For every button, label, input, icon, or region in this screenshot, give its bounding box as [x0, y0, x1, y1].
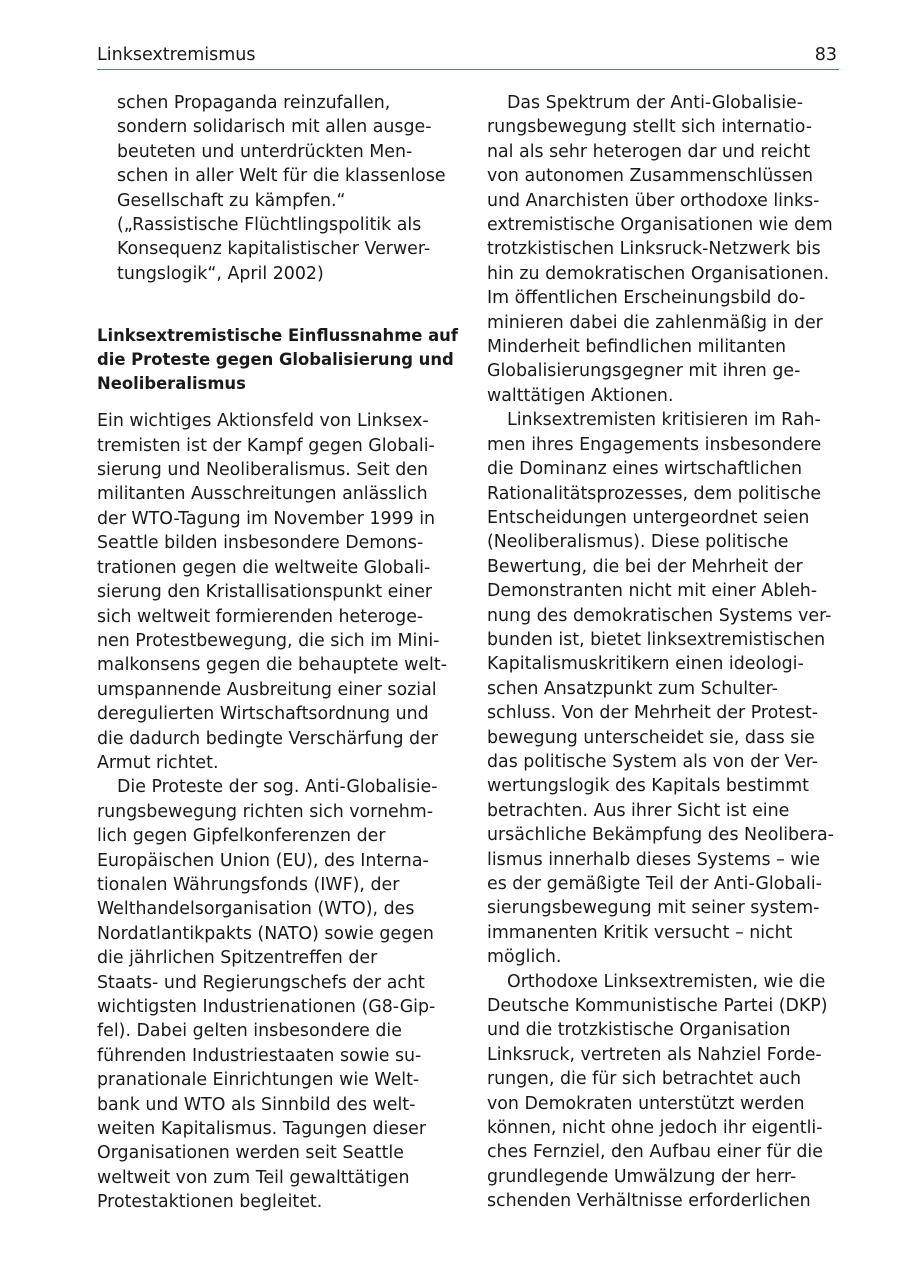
- text-line: wichtigsten Industrienationen (G8-Gip-: [97, 997, 436, 1017]
- text-line: tionalen Währungsfonds (IWF), der: [97, 874, 400, 895]
- text-line: Staats- und Regierungschefs der acht: [97, 972, 425, 993]
- quote-line: Konsequenz kapitalistischer Verwer-: [117, 239, 431, 260]
- text-line: Bewertung, die bei der Mehrheit der: [487, 556, 803, 577]
- text-line: hin zu demokratischen Organisationen.: [487, 263, 830, 284]
- text-line: Das Spektrum der Anti-Globalisie-: [507, 93, 804, 113]
- text-line: Orthodoxe Linksextremisten, wie die: [507, 971, 826, 992]
- text-line: die dadurch bedingte Verschärfung der: [97, 728, 438, 749]
- heading-line: die Proteste gegen Globalisierung und: [97, 350, 454, 370]
- text-line: pranationale Einrichtungen wie Welt-: [97, 1070, 420, 1091]
- left-column: [97, 91, 459, 1215]
- text-line: trationen gegen die weltweite Globali-: [97, 557, 431, 578]
- paragraph: [487, 970, 843, 1214]
- paragraph: [97, 409, 459, 775]
- text-line: Demonstranten nicht mit einer Ableh-: [487, 581, 818, 602]
- text-line: betrachten. Aus ihrer Sicht ist eine: [487, 800, 790, 821]
- text-line: Armut richtet.: [97, 752, 219, 773]
- text-line: von Demokraten unterstützt werden: [487, 1093, 805, 1114]
- text-line: bewegung unterscheidet sie, dass sie: [487, 727, 815, 748]
- text-line: Nordatlantikpakts (NATO) sowie gegen: [97, 923, 434, 944]
- text-line: die Dominanz eines wirtschaftlichen: [487, 459, 803, 480]
- text-line: es der gemäßigte Teil der Anti-Globali-: [487, 874, 822, 894]
- text-line: rungen, die für sich betrachtet auch: [487, 1069, 802, 1090]
- text-line: nen Protestbewegung, die sich im Mini-: [97, 630, 440, 651]
- heading-line: Linksextremistische Einflussnahme auf: [97, 326, 458, 346]
- text-line: von autonomen Zusammenschlüssen: [487, 166, 814, 187]
- quote-line: schen in aller Welt für die klassenlose: [117, 166, 446, 187]
- text-line: weltweit von zum Teil gewalttätigen: [97, 1167, 410, 1188]
- text-line: schen Ansatzpunkt zum Schulter-: [487, 678, 778, 699]
- text-line: sierung und Neoliberalismus. Seit den: [97, 460, 428, 481]
- quote-line: schen Propaganda reinzufallen,: [117, 93, 391, 113]
- section-heading: [97, 324, 459, 396]
- text-line: Die Proteste der sog. Anti-Globalisie-: [117, 777, 438, 798]
- page-number: 83: [814, 45, 837, 65]
- text-line: Kapitalismuskritikern einen ideologi-: [487, 654, 804, 675]
- text-line: das politische System als von der Ver-: [487, 751, 819, 772]
- text-line: umspannende Ausbreitung einer sozial: [97, 679, 437, 700]
- running-head: Linksextremismus: [97, 45, 256, 65]
- text-line: men ihres Engagements insbesondere: [487, 434, 822, 455]
- paragraph: [487, 408, 843, 969]
- text-line: die jährlichen Spitzentreffen der: [97, 948, 378, 969]
- quote-block: [97, 91, 459, 286]
- text-line: malkonsens gegen die behauptete welt-: [97, 655, 447, 676]
- text-line: ursächliche Bekämpfung des Neolibera-: [487, 825, 834, 846]
- quote-line: beuteten und unterdrückten Men-: [117, 141, 413, 162]
- text-line: ches Fernziel, den Aufbau einer für die: [487, 1142, 823, 1163]
- text-line: und die trotzkistische Organisation: [487, 1020, 791, 1041]
- paragraph: [97, 775, 459, 1214]
- text-line: Linksruck, vertreten als Nahziel Forde-: [487, 1044, 822, 1065]
- text-line: schenden Verhältnisse erforderlichen: [487, 1191, 811, 1212]
- text-line: Linksextremisten kritisieren im Rah-: [507, 410, 821, 431]
- heading-line: Neoliberalismus: [97, 374, 246, 394]
- text-line: möglich.: [487, 947, 562, 968]
- text-line: Entscheidungen untergeordnet seien: [487, 507, 810, 528]
- text-line: können, nicht ohne jedoch ihr eigentli-: [487, 1118, 823, 1139]
- text-line: rungsbewegung stellt sich internatio-: [487, 117, 812, 138]
- text-line: Seattle bilden insbesondere Demons-: [97, 533, 424, 554]
- text-line: Protestaktionen begleitet.: [97, 1192, 323, 1213]
- text-line: walttätigen Aktionen.: [487, 385, 674, 406]
- text-line: Europäischen Union (EU), des Interna-: [97, 850, 429, 871]
- text-line: bank und WTO als Sinnbild des welt-: [97, 1094, 416, 1115]
- text-line: (Neoliberalismus). Diese politische: [487, 532, 789, 553]
- right-column: [487, 91, 843, 1214]
- text-line: sierung den Kristallisationspunkt einer: [97, 582, 433, 603]
- text-line: sierungsbewegung mit seiner system-: [487, 898, 820, 919]
- text-line: rungsbewegung richten sich vornehm-: [97, 801, 433, 822]
- text-line: Ein wichtiges Aktionsfeld von Linksex-: [97, 411, 429, 432]
- text-line: schluss. Von der Mehrheit der Protest-: [487, 703, 818, 724]
- text-line: immanenten Kritik versucht – nicht: [487, 922, 793, 943]
- text-line: nung des demokratischen Systems ver-: [487, 605, 832, 626]
- text-line: nal als sehr heterogen dar und reicht: [487, 141, 811, 162]
- text-line: Im öffentlichen Erscheinungsbild do-: [487, 288, 806, 309]
- text-line: fel). Dabei gelten insbesondere die: [97, 1021, 402, 1042]
- text-line: militanten Ausschreitungen anlässlich: [97, 484, 428, 505]
- text-line: Rationalitätsprozesses, dem politische: [487, 483, 822, 504]
- text-line: sich weltweit formierenden heteroge-: [97, 606, 424, 627]
- quote-line: tungslogik“, April 2002): [117, 263, 324, 284]
- text-line: und Anarchisten über orthodoxe links-: [487, 190, 820, 211]
- text-line: weiten Kapitalismus. Tagungen dieser: [97, 1119, 426, 1140]
- text-line: Organisationen werden seit Seattle: [97, 1143, 404, 1164]
- text-line: der WTO-Tagung im November 1999 in: [97, 508, 436, 529]
- quote-line: Gesellschaft zu kämpfen.“: [117, 190, 346, 211]
- paragraph: [487, 91, 843, 408]
- text-line: tremisten ist der Kampf gegen Globali-: [97, 435, 435, 456]
- text-line: Minderheit befindlichen militanten: [487, 337, 787, 358]
- text-line: lich gegen Gipfelkonferenzen der: [97, 826, 386, 847]
- text-line: deregulierten Wirtschaftsordnung und: [97, 704, 429, 725]
- text-line: minieren dabei die zahlenmäßig in der: [487, 312, 823, 333]
- quote-line: („Rassistische Flüchtlingspolitik als: [117, 215, 422, 236]
- text-line: trotzkistischen Linksruck-Netzwerk bis: [487, 239, 821, 260]
- page-header: [97, 44, 839, 70]
- quote-line: sondern solidarisch mit allen ausge-: [117, 117, 432, 138]
- text-line: Welthandelsorganisation (WTO), des: [97, 899, 415, 920]
- text-line: wertungslogik des Kapitals bestimmt: [487, 776, 809, 797]
- text-line: führenden Industriestaaten sowie su-: [97, 1045, 422, 1066]
- text-line: Deutsche Kommunistische Partei (DKP): [487, 996, 828, 1017]
- text-line: Globalisierungsgegner mit ihren ge-: [487, 361, 801, 382]
- text-line: grundlegende Umwälzung der herr-: [487, 1166, 797, 1187]
- text-line: lismus innerhalb dieses Systems – wie: [487, 849, 821, 870]
- text-line: extremistische Organisationen wie dem: [487, 215, 833, 236]
- text-line: bunden ist, bietet linksextremistischen: [487, 629, 826, 650]
